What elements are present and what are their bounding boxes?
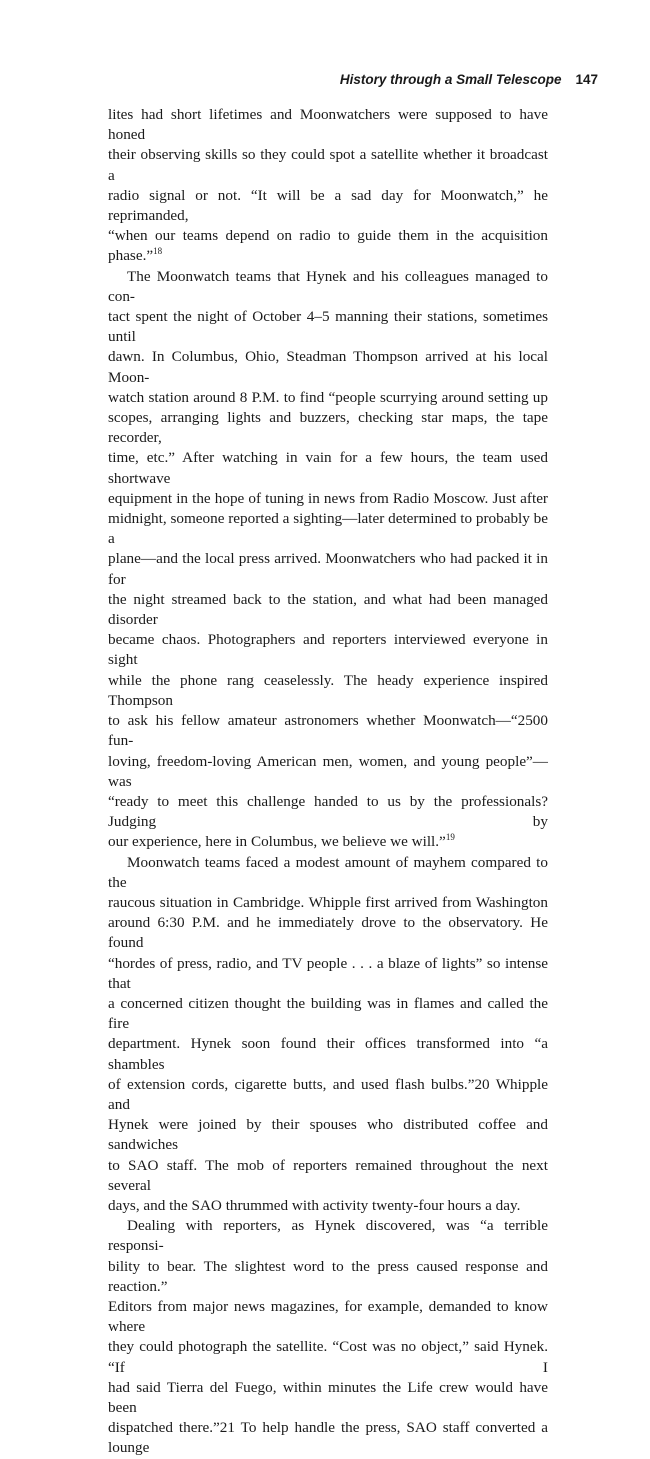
text-line: their observing skills so they could spot a satellite whether it broadcast a [108, 146, 548, 184]
text-line: loving, freedom-loving American men, women, and young people”—was [108, 752, 548, 790]
running-head-title: History through a Small Telescope [339, 72, 562, 87]
text-line: raucous situation in Cambridge. Whipple first arrived from Washington [108, 893, 548, 911]
page-number: 147 [575, 72, 598, 87]
text-line: The Moonwatch teams that Hynek and his colleagues managed to con- [108, 267, 548, 305]
text-line [108, 226, 548, 266]
text-line: a concerned citizen thought the building was in flames and called the fire [108, 994, 548, 1033]
text-line: while the phone rang ceaselessly. The heady experience inspired Thompson [108, 671, 548, 709]
text-line: equipment in the hope of tuning in news from Radio Moscow. Just after [108, 489, 548, 507]
paragraph [108, 267, 548, 853]
text-line: they could photograph the satellite. “Cost was no object,” said Hynek. “If I [108, 1338, 548, 1376]
paragraph [108, 105, 548, 267]
text-line: midnight, someone reported a sighting—later determined to probably be a [108, 510, 548, 548]
text-line: plane—and the local press arrived. Moonwatchers who had packed it in for [108, 550, 548, 588]
text-line: Hynek were joined by their spouses who distributed coffee and sandwiches [108, 1116, 548, 1154]
text-line: time, etc.” After watching in vain for a few hours, the team used shortwave [108, 449, 548, 487]
text-line: Editors from major news magazines, for example, demanded to know where [108, 1297, 548, 1336]
running-head [108, 72, 598, 87]
text-line: dispatched there.”21 To help handle the press, SAO staff converted a lounge [108, 1419, 548, 1457]
text-line: scopes, arranging lights and buzzers, checking star maps, the tape recorder, [108, 409, 548, 447]
text-line: “ready to meet this challenge handed to us by the professionals? Judging by [108, 792, 548, 831]
text-line: to ask his fellow amateur astronomers whether Moonwatch—“2500 fun- [108, 712, 548, 750]
text-line: bility to bear. The slightest word to the press caused response and reaction.” [108, 1257, 548, 1295]
text-line: radio signal or not. “It will be a sad day for Moonwatch,” he reprimanded, [108, 186, 548, 225]
text-line: Dealing with reporters, as Hynek discovered, was “a terrible responsi- [108, 1217, 548, 1255]
text-line: dawn. In Columbus, Ohio, Steadman Thompson arrived at his local Moon- [108, 348, 548, 386]
text-line: days, and the SAO thrummed with activity twenty-four hours a day. [108, 1196, 521, 1214]
text-line: “hordes of press, radio, and TV people . . . a blaze of lights” so intense that [108, 954, 548, 992]
footnote-ref: 18 [153, 246, 163, 257]
text-line: to SAO staff. The mob of reporters remained throughout the next several [108, 1156, 548, 1194]
text-line: lites had short lifetimes and Moonwatchers were supposed to have honed [108, 106, 548, 144]
paragraph [108, 853, 548, 1217]
text-line-content: our experience, here in Columbus, we believe we will.” [108, 833, 446, 851]
text-line: had said Tierra del Fuego, within minutes the Life crew would have been [108, 1378, 548, 1416]
text-line: watch station around 8 P.M. to find “people scurrying around setting up [108, 388, 548, 406]
text-line: of extension cords, cigarette butts, and used flash bulbs.”20 Whipple and [108, 1075, 548, 1113]
body-text [108, 105, 548, 1459]
text-line [108, 832, 548, 852]
text-line: became chaos. Photographers and reporters interviewed everyone in sight [108, 631, 548, 669]
text-line-content: “when our teams depend on radio to guide them in the acquisition phase.” [108, 227, 548, 265]
text-line: department. Hynek soon found their offices transformed into “a shambles [108, 1035, 548, 1073]
text-line: the night streamed back to the station, and what had been managed disorder [108, 590, 548, 629]
text-line: tact spent the night of October 4–5 manning their stations, sometimes until [108, 308, 548, 346]
text-line: around 6:30 P.M. and he immediately drove to the observatory. He found [108, 914, 548, 952]
footnote-ref: 19 [445, 832, 455, 843]
paragraph [108, 1216, 548, 1458]
text-line: Moonwatch teams faced a modest amount of mayhem compared to the [108, 853, 548, 891]
